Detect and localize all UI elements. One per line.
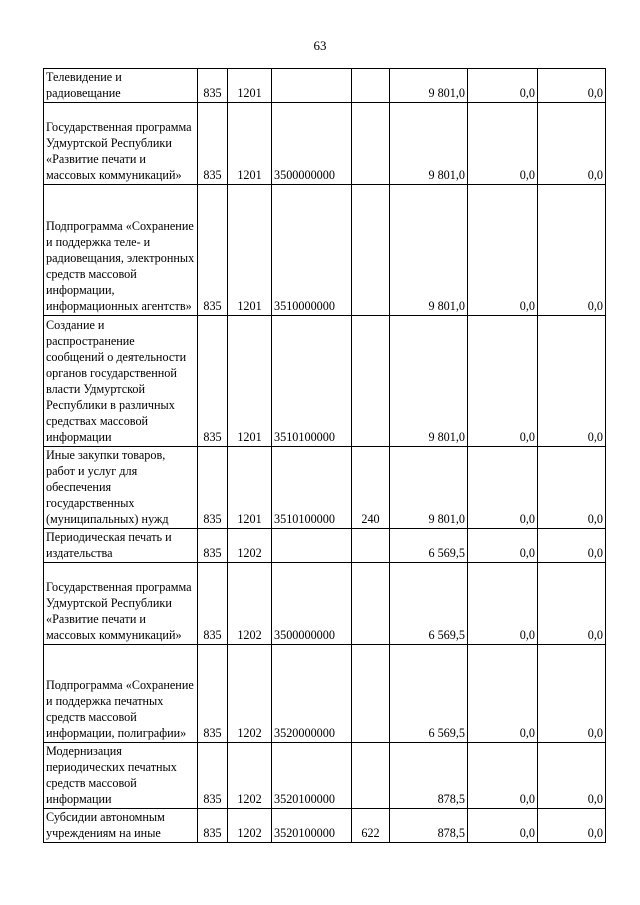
amount-col-3: 0,0	[538, 743, 606, 809]
table-row	[44, 103, 606, 185]
expense-type-code: 240	[352, 447, 390, 529]
amount: 9 801,0	[390, 185, 468, 316]
target-code	[272, 69, 352, 103]
table-row	[44, 563, 606, 645]
target-code: 3500000000	[272, 563, 352, 645]
amount: 878,5	[390, 809, 468, 843]
section-code: 1201	[228, 447, 272, 529]
section-code: 1202	[228, 809, 272, 843]
ministry-code: 835	[198, 563, 228, 645]
amount: 878,5	[390, 743, 468, 809]
section-code: 1202	[228, 645, 272, 743]
amount-col-2: 0,0	[468, 185, 538, 316]
amount-col-3: 0,0	[538, 447, 606, 529]
table-row	[44, 743, 606, 809]
amount-col-2: 0,0	[468, 563, 538, 645]
target-code: 3520000000	[272, 645, 352, 743]
table-row	[44, 316, 606, 447]
expense-type-code	[352, 103, 390, 185]
ministry-code: 835	[198, 447, 228, 529]
ministry-code: 835	[198, 185, 228, 316]
target-code: 3510100000	[272, 316, 352, 447]
amount-col-2: 0,0	[468, 69, 538, 103]
amount-col-2: 0,0	[468, 743, 538, 809]
amount: 6 569,5	[390, 563, 468, 645]
page-number: 63	[313, 38, 327, 53]
amount-col-3: 0,0	[538, 529, 606, 563]
amount-col-2: 0,0	[468, 809, 538, 843]
amount-col-2: 0,0	[468, 103, 538, 185]
row-name: Подпрограмма «Сохранение и поддержка теле- и радиовещания, электронных средств массовой информации, информационных агентств»	[44, 185, 198, 316]
target-code: 3500000000	[272, 103, 352, 185]
target-code: 3520100000	[272, 809, 352, 843]
amount: 9 801,0	[390, 103, 468, 185]
amount-col-3: 0,0	[538, 103, 606, 185]
table-row	[44, 185, 606, 316]
amount: 9 801,0	[390, 69, 468, 103]
amount: 9 801,0	[390, 316, 468, 447]
expense-type-code	[352, 69, 390, 103]
amount: 6 569,5	[390, 645, 468, 743]
budget-table	[43, 68, 606, 843]
section-code: 1202	[228, 529, 272, 563]
expense-type-code	[352, 529, 390, 563]
expense-type-code: 622	[352, 809, 390, 843]
amount: 9 801,0	[390, 447, 468, 529]
table-row	[44, 447, 606, 529]
expense-type-code	[352, 316, 390, 447]
ministry-code: 835	[198, 316, 228, 447]
ministry-code: 835	[198, 103, 228, 185]
row-name: Государственная программа Удмуртской Республики «Развитие печати и массовых коммуникаций»	[44, 103, 198, 185]
amount-col-3: 0,0	[538, 69, 606, 103]
target-code: 3510100000	[272, 447, 352, 529]
table-row	[44, 645, 606, 743]
table-row	[44, 69, 606, 103]
ministry-code: 835	[198, 529, 228, 563]
target-code: 3510000000	[272, 185, 352, 316]
amount-col-3: 0,0	[538, 809, 606, 843]
expense-type-code	[352, 645, 390, 743]
section-code: 1201	[228, 185, 272, 316]
row-name: Иные закупки товаров, работ и услуг для обеспечения государственных (муниципальных) нужд	[44, 447, 198, 529]
amount-col-3: 0,0	[538, 185, 606, 316]
row-name: Создание и распространение сообщений о деятельности органов государственной власти Удмуртской Республики в различных средствах массовой информации	[44, 316, 198, 447]
table-row	[44, 809, 606, 843]
table-body	[44, 69, 606, 843]
amount-col-2: 0,0	[468, 529, 538, 563]
ministry-code: 835	[198, 645, 228, 743]
target-code	[272, 529, 352, 563]
row-name: Периодическая печать и издательства	[44, 529, 198, 563]
table-row	[44, 529, 606, 563]
row-name: Модернизация периодических печатных средств массовой информации	[44, 743, 198, 809]
amount-col-3: 0,0	[538, 645, 606, 743]
amount-col-2: 0,0	[468, 316, 538, 447]
ministry-code: 835	[198, 743, 228, 809]
row-name: Государственная программа Удмуртской Республики «Развитие печати и массовых коммуникаций»	[44, 563, 198, 645]
amount: 6 569,5	[390, 529, 468, 563]
amount-col-2: 0,0	[468, 447, 538, 529]
expense-type-code	[352, 563, 390, 645]
section-code: 1201	[228, 316, 272, 447]
section-code: 1201	[228, 69, 272, 103]
amount-col-2: 0,0	[468, 645, 538, 743]
ministry-code: 835	[198, 69, 228, 103]
row-name: Подпрограмма «Сохранение и поддержка печатных средств массовой информации, полиграфии»	[44, 645, 198, 743]
amount-col-3: 0,0	[538, 563, 606, 645]
row-name: Субсидии автономным учреждениям на иные	[44, 809, 198, 843]
expense-type-code	[352, 743, 390, 809]
row-name: Телевидение и радиовещание	[44, 69, 198, 103]
expense-type-code	[352, 185, 390, 316]
section-code: 1202	[228, 563, 272, 645]
target-code: 3520100000	[272, 743, 352, 809]
ministry-code: 835	[198, 809, 228, 843]
amount-col-3: 0,0	[538, 316, 606, 447]
section-code: 1202	[228, 743, 272, 809]
section-code: 1201	[228, 103, 272, 185]
